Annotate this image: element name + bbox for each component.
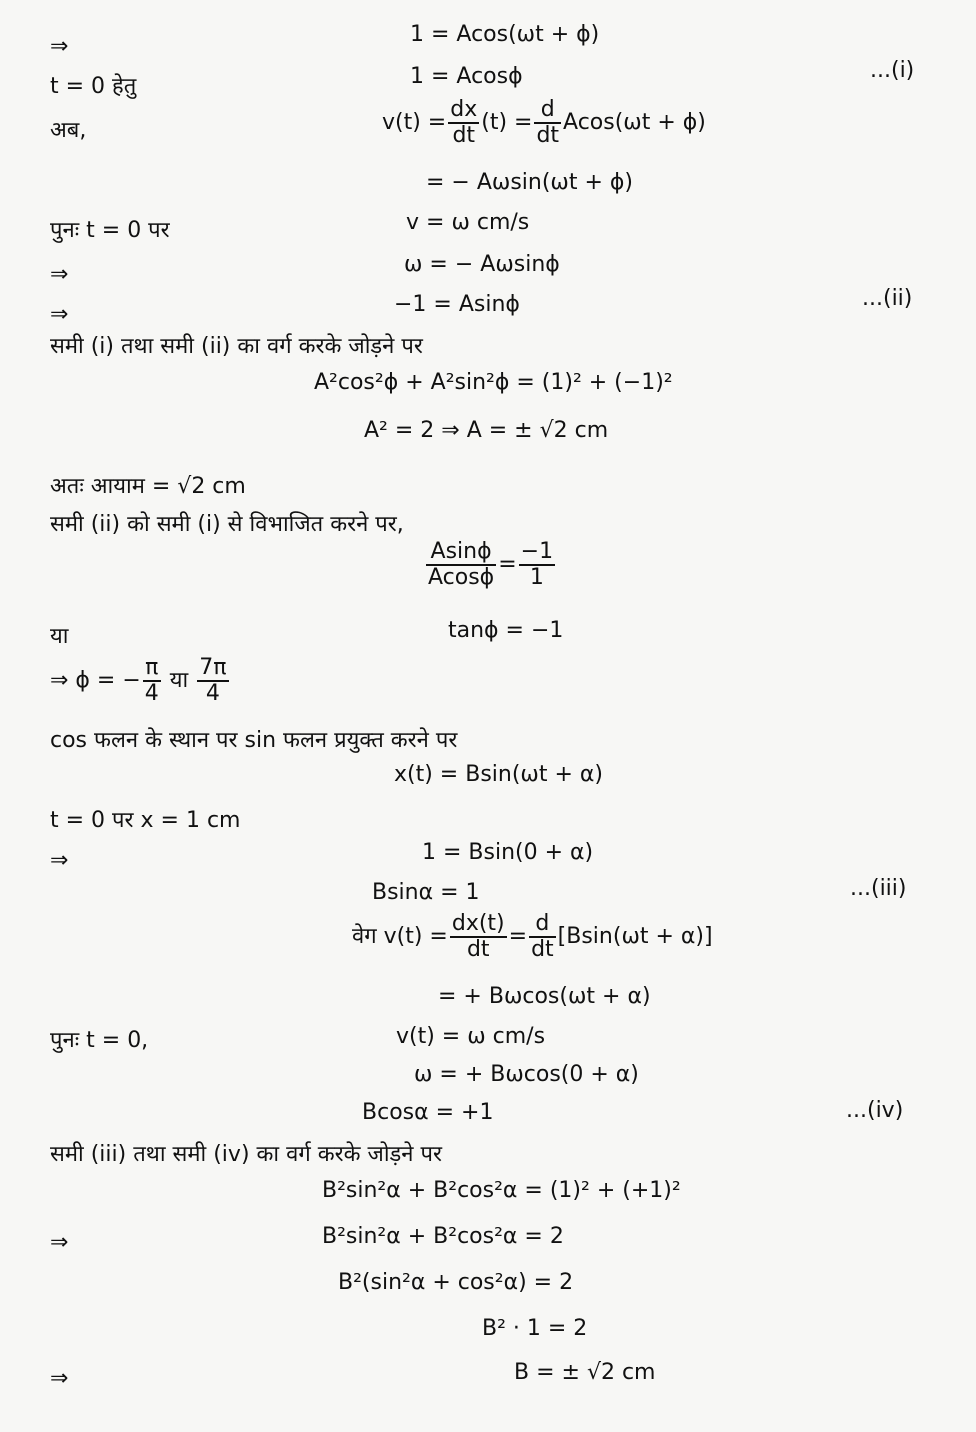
- instruction-text: समी (i) तथा समी (ii) का वर्ग करके जोड़ने पर: [50, 334, 423, 359]
- numerator: dx: [448, 98, 479, 124]
- numerator: d: [529, 912, 556, 938]
- fraction: [529, 912, 556, 962]
- numerator: π: [143, 656, 161, 682]
- equation-tag: ...(iii): [850, 876, 907, 901]
- equation-line: B²sin²α + B²cos²α = (1)² + (+1)²: [322, 1178, 681, 1203]
- equation-line: x(t) = Bsin(ωt + α): [394, 762, 603, 787]
- equation-part: [Bsin(ωt + α)]: [557, 924, 713, 950]
- instruction-text: cos फलन के स्थान पर sin फलन प्रयुक्त करने पर: [50, 728, 458, 753]
- equation-tag: ...(ii): [862, 286, 913, 311]
- denominator: 4: [205, 681, 220, 707]
- equation-line: B²(sin²α + cos²α) = 2: [338, 1270, 574, 1295]
- implies-symbol: ⇒: [50, 34, 69, 59]
- equation-part: =: [498, 552, 517, 578]
- numerator: −1: [519, 540, 555, 566]
- condition-text: t = 0 हेतु: [50, 74, 137, 99]
- numerator: d: [534, 98, 561, 124]
- equation-line: v(t) = ω cm/s: [396, 1024, 546, 1049]
- equation-line: ω = − Aωsinϕ: [404, 252, 560, 277]
- numerator: Asinϕ: [426, 540, 496, 566]
- phase-solution: [50, 656, 231, 706]
- denominator: 4: [144, 681, 159, 707]
- denominator: dt: [531, 937, 554, 963]
- equation-line: Bsinα = 1: [372, 880, 480, 905]
- equation-part: या: [169, 668, 189, 694]
- equation-line: B²sin²α + B²cos²α = 2: [322, 1224, 564, 1249]
- denominator: Acosϕ: [428, 565, 495, 591]
- numerator: dx(t): [450, 912, 507, 938]
- denominator: dt: [452, 123, 476, 149]
- implies-symbol: ⇒: [50, 848, 69, 873]
- fraction: [534, 98, 561, 148]
- fraction: [143, 656, 161, 706]
- implies-symbol: ⇒: [50, 1366, 69, 1391]
- implies-symbol: ⇒: [50, 262, 69, 287]
- equation-line: B² · 1 = 2: [482, 1316, 588, 1341]
- numerator: 7π: [197, 656, 228, 682]
- condition-text: पुनः t = 0,: [50, 1028, 149, 1053]
- instruction-text: समी (iii) तथा समी (iv) का वर्ग करके जोड़ने पर: [50, 1142, 442, 1167]
- condition-text: पुनः t = 0 पर: [50, 218, 170, 243]
- denominator: dt: [466, 937, 490, 963]
- fraction: [426, 540, 496, 590]
- implies-symbol: ⇒: [50, 302, 69, 327]
- denominator: dt: [536, 123, 560, 149]
- fraction: [450, 912, 507, 962]
- equation-line: B = ± √2 cm: [514, 1360, 656, 1385]
- equation-line: = − Aωsin(ωt + ϕ): [426, 170, 633, 195]
- equation-part: =: [508, 924, 528, 950]
- equation-tag: ...(iv): [846, 1098, 904, 1123]
- equation-line: = + Bωcos(ωt + α): [438, 984, 651, 1009]
- equation-part: वेग v(t) =: [352, 924, 448, 950]
- equation-line: A² = 2 ⇒ A = ± √2 cm: [364, 418, 609, 443]
- fraction: [519, 540, 555, 590]
- condition-text: t = 0 पर x = 1 cm: [50, 808, 241, 833]
- equation-line: 1 = Bsin(0 + α): [422, 840, 594, 865]
- velocity-equation: [382, 98, 706, 148]
- denominator: 1: [529, 565, 544, 591]
- result-text: अतः आयाम = √2 cm: [50, 474, 246, 499]
- equation-part: Acos(ωt + ϕ): [563, 110, 706, 136]
- equation-line: 1 = Acos(ωt + ϕ): [410, 22, 600, 47]
- fraction: [197, 656, 228, 706]
- instruction-text: समी (ii) को समी (i) से विभाजित करने पर,: [50, 512, 404, 537]
- equation-part: v(t) =: [382, 110, 447, 136]
- text-label: या: [50, 624, 69, 649]
- equation-line: tanϕ = −1: [448, 618, 564, 643]
- equation-line: Bcosα = +1: [362, 1100, 494, 1125]
- equation-line: ω = + Bωcos(0 + α): [414, 1062, 639, 1087]
- equation-line: A²cos²ϕ + A²sin²ϕ = (1)² + (−1)²: [314, 370, 673, 395]
- equation-tag: ...(i): [870, 58, 915, 83]
- equation-part: (t) =: [481, 110, 533, 136]
- implies-symbol: ⇒: [50, 1230, 69, 1255]
- equation-part: ⇒ ϕ = −: [50, 668, 141, 694]
- ratio-equation: [424, 540, 557, 590]
- text-label: अब,: [50, 118, 87, 143]
- fraction: [448, 98, 479, 148]
- equation-line: 1 = Acosϕ: [410, 64, 523, 89]
- equation-line: −1 = Asinϕ: [394, 292, 520, 317]
- velocity-equation: [352, 912, 713, 962]
- equation-line: v = ω cm/s: [406, 210, 530, 235]
